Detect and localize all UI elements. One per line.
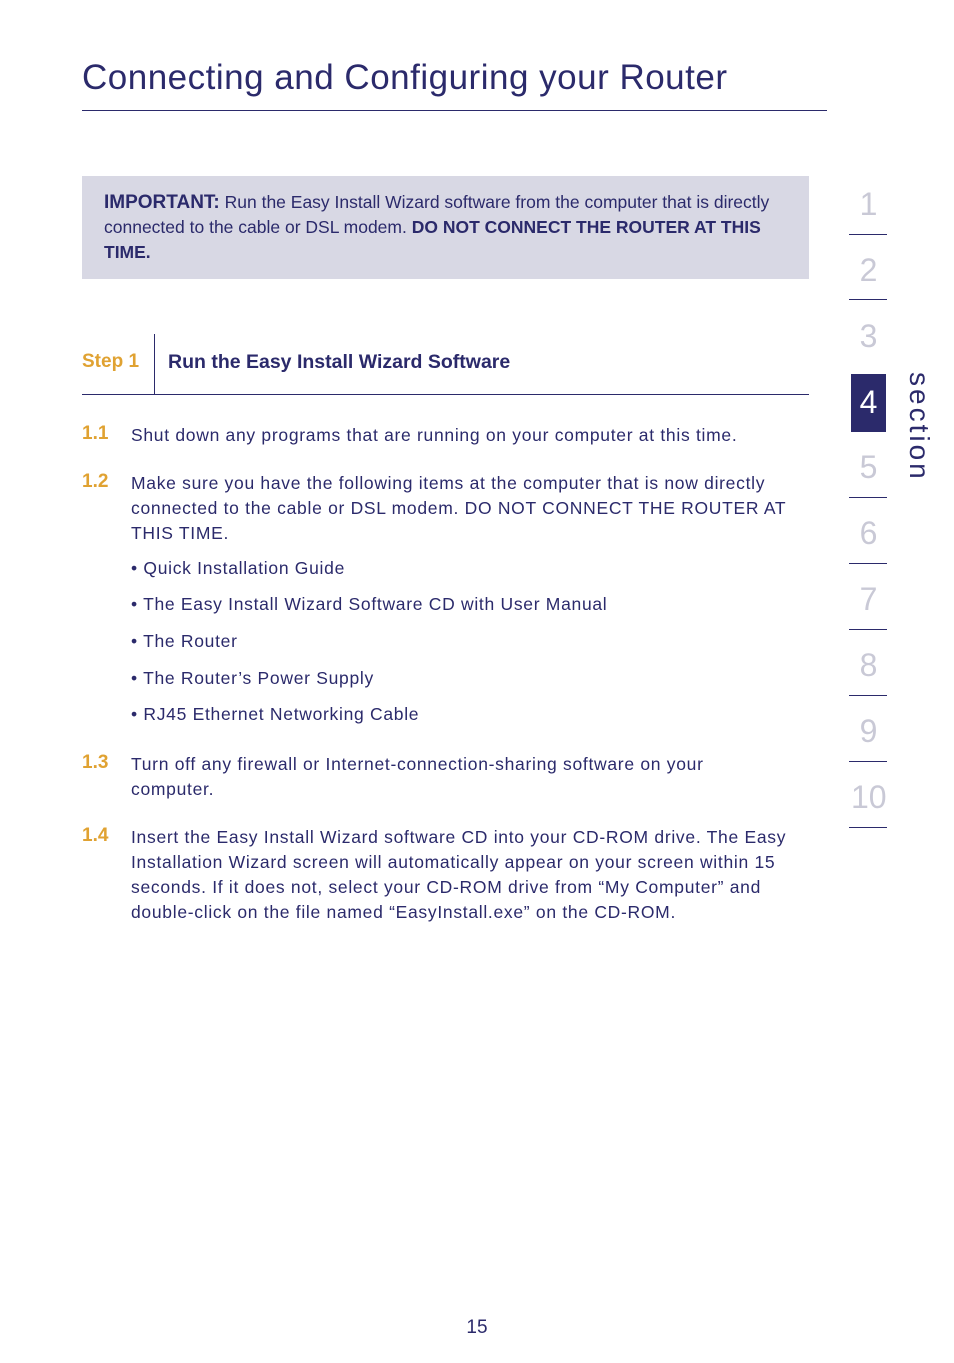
section-divider <box>849 695 887 696</box>
section-2-link[interactable]: 2 <box>859 252 878 288</box>
section-divider <box>849 234 887 235</box>
section-divider <box>849 563 887 564</box>
item-text: Insert the Easy Install Wizard software CD into your CD-ROM drive. The Easy Installation Wizard screen will automatically appear on your screen within 15 seconds. If it does not, select your CD-ROM drive from “My Computer” and double-click on the file named “EasyInstall.exe” on the CD-ROM. <box>131 827 787 922</box>
section-divider <box>849 629 887 630</box>
section-8-link[interactable]: 8 <box>859 647 878 683</box>
item-text: Make sure you have the following items at the computer that is now directly connected to the cable or DSL modem. DO NOT CONNECT THE ROUTER AT THIS TIME. <box>131 473 786 543</box>
section-9-link[interactable]: 9 <box>859 713 878 749</box>
section-1-link[interactable]: 1 <box>859 186 878 222</box>
step-title: Run the Easy Install Wizard Software <box>168 351 511 373</box>
section-divider <box>849 299 887 300</box>
item-number: 1.3 <box>82 752 109 773</box>
section-divider <box>849 497 887 498</box>
section-6-link[interactable]: 6 <box>859 515 878 551</box>
important-warning: DO NOT CONNECT THE ROUTER AT THIS TIME. <box>104 217 761 262</box>
item-number: 1.4 <box>82 825 109 846</box>
section-7-link[interactable]: 7 <box>859 581 878 617</box>
important-text: Run the Easy Install Wizard software from the computer that is directly connected to the cable or DSL modem. <box>104 192 770 237</box>
item-number: 1.1 <box>82 423 109 444</box>
step-divider <box>154 334 155 394</box>
section-4-link[interactable]: 4 <box>859 384 878 420</box>
important-label: IMPORTANT: <box>104 192 220 213</box>
section-10-link[interactable]: 10 <box>851 779 887 815</box>
important-notice <box>82 176 809 279</box>
item-number: 1.2 <box>82 471 109 492</box>
step-label: Step 1 <box>82 351 140 372</box>
title-divider <box>82 110 827 111</box>
bullet-item: • RJ45 Ethernet Networking Cable <box>131 704 420 724</box>
step-rule <box>82 394 809 395</box>
section-divider <box>849 761 887 762</box>
bullet-item: • The Router <box>131 631 238 651</box>
item-text: Shut down any programs that are running on your computer at this time. <box>131 425 738 445</box>
bullet-item: • Quick Installation Guide <box>131 558 346 578</box>
section-divider <box>849 827 887 828</box>
step-header <box>82 334 809 395</box>
page-title: Connecting and Configuring your Router <box>82 58 728 97</box>
section-3-link[interactable]: 3 <box>859 318 878 354</box>
page-number: 15 <box>466 1317 488 1338</box>
bullet-item: • The Easy Install Wizard Software CD with User Manual <box>131 594 608 614</box>
bullet-item: • The Router’s Power Supply <box>131 668 374 688</box>
item-text: Turn off any firewall or Internet-connection-sharing software on your computer. <box>131 754 704 799</box>
section-5-link[interactable]: 5 <box>859 449 878 485</box>
section-label: section <box>904 372 935 482</box>
